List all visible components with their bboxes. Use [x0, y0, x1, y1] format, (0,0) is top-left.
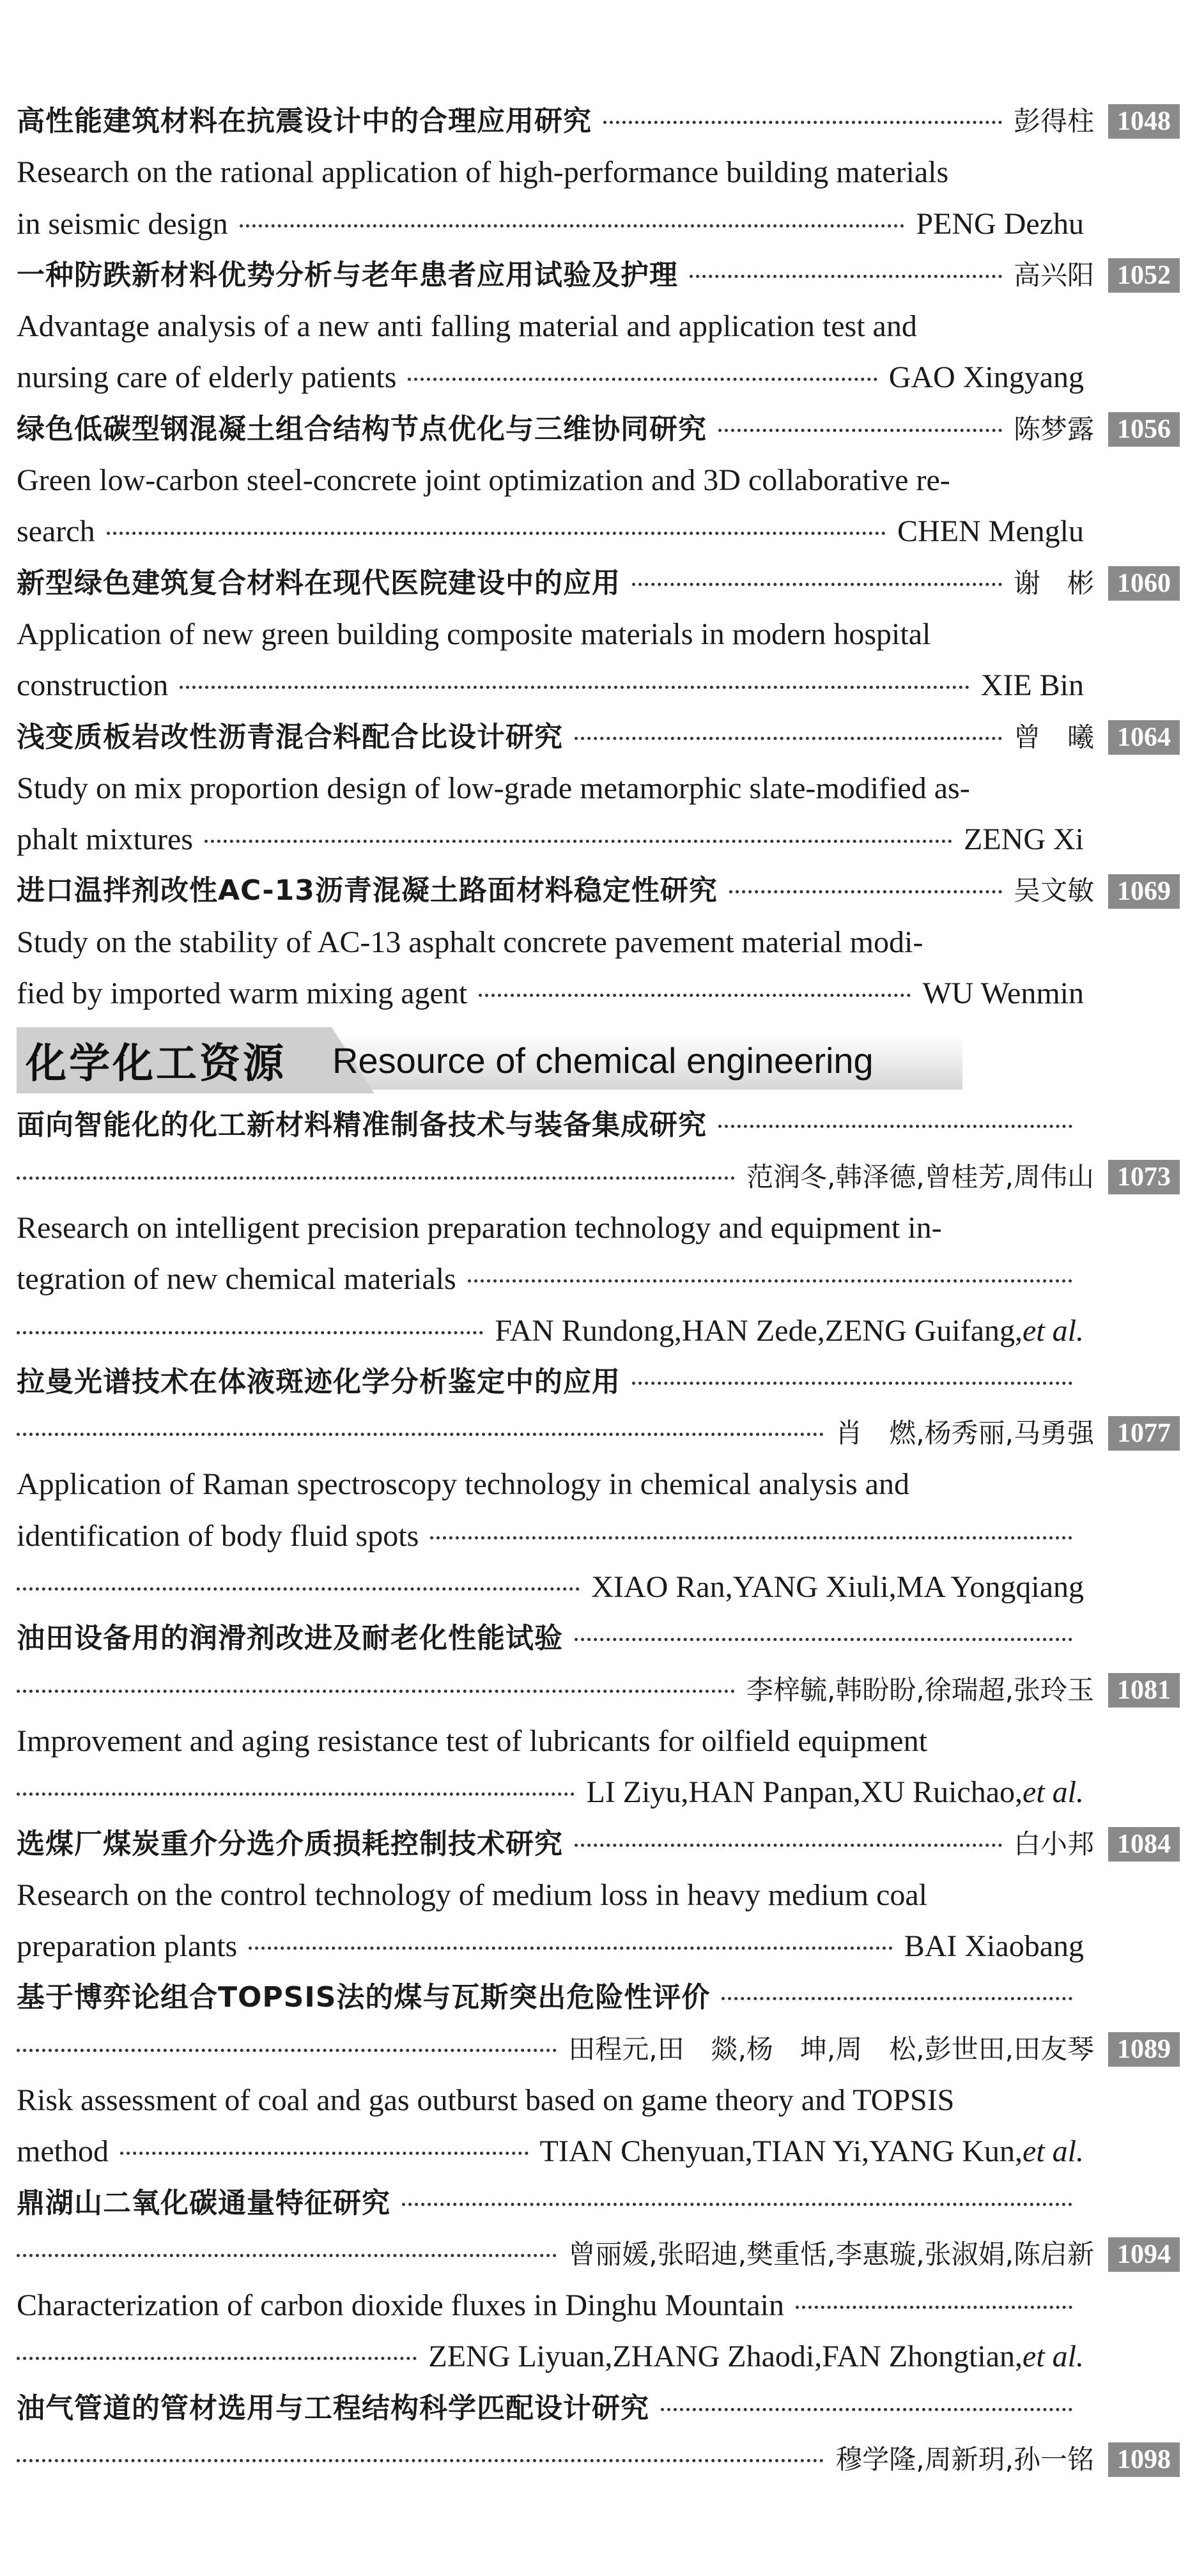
- entry-en-line: [17, 1716, 1180, 1767]
- leader-dots: [17, 2357, 417, 2360]
- entry-en-title: Advantage analysis of a new anti falling material and application test and: [17, 309, 917, 344]
- entry-en-author: XIE Bin: [980, 668, 1084, 703]
- entry-en-line: [17, 199, 1180, 250]
- leader-dots: [17, 1331, 483, 1334]
- entry-en-line: [17, 455, 1180, 506]
- entry-cn-author-line: [17, 2434, 1180, 2485]
- entry-en-line: [17, 2280, 1180, 2331]
- entry-en-author: TIAN Chenyuan,TIAN Yi,YANG Kun,et al.: [539, 2134, 1084, 2169]
- entry-en-title: Application of Raman spectroscopy technology in chemical analysis and: [17, 1467, 909, 1502]
- entry-cn-title: 面向智能化的化工新材料精准制备技术与装备集成研究: [17, 1109, 707, 1142]
- entry-en-line: [17, 352, 1180, 403]
- entry-cn-title: 进口温拌剂改性AC-13沥青混凝土路面材料稳定性研究: [17, 874, 718, 907]
- entry-en-author: FAN Rundong,HAN Zede,ZENG Guifang,et al.: [495, 1313, 1084, 1348]
- leader-dots: [575, 1638, 1072, 1641]
- entry-en-title-cont: identification of body fluid spots: [17, 1518, 419, 1553]
- entry-en-line: [17, 1254, 1180, 1305]
- leader-dots: [205, 840, 952, 843]
- entry-cn-line: [17, 865, 1180, 916]
- entry-cn-title: 基于博弈论组合TOPSIS法的煤与瓦斯突出危险性评价: [17, 1981, 711, 2014]
- leader-dots: [17, 1176, 735, 1180]
- leader-dots: [603, 121, 1002, 124]
- entry-en-author-line: [17, 1767, 1180, 1818]
- leader-dots: [661, 2408, 1072, 2411]
- page-number-badge[interactable]: 1064: [1108, 720, 1180, 755]
- entry-cn-line: [17, 96, 1180, 147]
- entry-cn-line: [17, 1972, 1180, 2023]
- entry-en-line: [17, 301, 1180, 352]
- leader-dots: [17, 1793, 575, 1796]
- entry-cn-line: [17, 1613, 1180, 1664]
- leader-dots: [17, 1433, 824, 1436]
- entry-en-line: [17, 968, 1180, 1019]
- entry-en-title: Characterization of carbon dioxide fluxes in Dinghu Mountain: [17, 2288, 785, 2323]
- entry-en-author: PENG Dezhu: [916, 206, 1084, 241]
- entry-en-line: [17, 1870, 1180, 1921]
- entry-en-author-line: [17, 2331, 1180, 2382]
- leader-dots: [408, 378, 877, 381]
- leader-dots: [632, 583, 1002, 586]
- entry-en-author: ZENG Liyuan,ZHANG Zhaodi,FAN Zhongtian,et al.: [428, 2340, 1084, 2374]
- entry-en-author: WU Wenmin: [922, 976, 1084, 1011]
- entry-en-title-cont: method: [17, 2134, 109, 2169]
- entry-cn-author: 谢 彬: [1013, 567, 1094, 599]
- entry-cn-title: 高性能建筑材料在抗震设计中的合理应用研究: [17, 105, 592, 137]
- entry-cn-author: 白小邦: [1013, 1828, 1094, 1860]
- entry-cn-line: [17, 2383, 1180, 2434]
- entry-en-title: Green low-carbon steel-concrete joint optimization and 3D collaborative re-: [17, 463, 950, 498]
- entry-en-line: [17, 1203, 1180, 1254]
- entry-en-title: Research on the control technology of medium loss in heavy medium coal: [17, 1878, 927, 1912]
- section-title-en: Resource of chemical engineering: [332, 1040, 874, 1081]
- entry-cn-author-line: [17, 1408, 1180, 1459]
- entry-cn-line: [17, 404, 1180, 455]
- leader-dots: [17, 2459, 824, 2462]
- entry-en-title-cont: search: [17, 514, 95, 549]
- entry-en-author: BAI Xiaobang: [904, 1929, 1084, 1964]
- entry-cn-author: 曾丽媛,张昭迪,樊重恬,李惠璇,张淑娟,陈启新: [568, 2238, 1094, 2270]
- leader-dots: [575, 737, 1002, 740]
- entry-cn-author-line: [17, 2229, 1180, 2280]
- page-number-badge[interactable]: 1077: [1108, 1416, 1180, 1451]
- entry-en-title: Research on the rational application of high-performance building materials: [17, 155, 949, 190]
- entry-cn-author: 高兴阳: [1013, 259, 1094, 291]
- entry-en-line: [17, 814, 1180, 865]
- entry-cn-author: 曾 曦: [1013, 721, 1094, 753]
- page-number-badge[interactable]: 1094: [1108, 2237, 1180, 2272]
- entry-cn-title: 浅变质板岩改性沥青混合料配合比设计研究: [17, 720, 563, 753]
- entry-en-title-cont: nursing care of elderly patients: [17, 360, 397, 395]
- entry-cn-author: 彭得柱: [1013, 105, 1094, 137]
- entry-en-author-line: [17, 1562, 1180, 1613]
- entry-cn-author-line: [17, 2024, 1180, 2075]
- page-number-badge[interactable]: 1081: [1108, 1673, 1180, 1708]
- et-al-text: et al.: [1023, 2340, 1084, 2374]
- leader-dots: [249, 1947, 893, 1950]
- leader-dots: [796, 2306, 1072, 2309]
- table-of-contents: [17, 96, 1180, 2485]
- entry-en-title-cont: construction: [17, 668, 169, 703]
- entry-cn-author: 穆学隆,周新玥,孙一铭: [835, 2444, 1094, 2476]
- leader-dots: [17, 2049, 557, 2052]
- section-header: [17, 1024, 1180, 1096]
- page-number-badge[interactable]: 1060: [1108, 566, 1180, 601]
- entry-en-line: [17, 506, 1180, 557]
- entry-cn-author: 肖 燃,杨秀丽,马勇强: [835, 1417, 1094, 1449]
- leader-dots: [718, 429, 1002, 432]
- entry-en-author: GAO Xingyang: [888, 360, 1084, 395]
- entry-en-title-cont: in seismic design: [17, 206, 228, 241]
- entry-cn-author: 吴文敏: [1013, 875, 1094, 907]
- leader-dots: [468, 1279, 1072, 1283]
- et-al-text: et al.: [1023, 1313, 1084, 1348]
- entry-en-title: Application of new green building composite materials in modern hospital: [17, 617, 931, 651]
- entry-cn-title: 油气管道的管材选用与工程结构科学匹配设计研究: [17, 2391, 649, 2425]
- entry-en-line: [17, 763, 1180, 814]
- et-al-text: et al.: [1023, 2134, 1084, 2169]
- entry-en-line: [17, 609, 1180, 660]
- entry-cn-title: 鼎湖山二氧化碳通量特征研究: [17, 2186, 390, 2219]
- entry-en-title: Risk assessment of coal and gas outburst based on game theory and TOPSIS: [17, 2083, 955, 2117]
- leader-dots: [17, 1690, 735, 1693]
- entry-cn-title: 选煤厂煤炭重介分选介质损耗控制技术研究: [17, 1827, 563, 1860]
- leader-dots: [479, 994, 911, 997]
- entry-cn-line: [17, 1357, 1180, 1408]
- entry-cn-line: [17, 558, 1180, 609]
- entry-en-line: [17, 660, 1180, 711]
- page-number-badge[interactable]: 1048: [1108, 104, 1180, 139]
- leader-dots: [722, 1997, 1072, 2000]
- page-number-badge[interactable]: 1069: [1108, 874, 1180, 909]
- entry-en-title-cont: fied by imported warm mixing agent: [17, 976, 468, 1011]
- leader-dots: [729, 890, 1002, 893]
- entry-cn-line: [17, 2178, 1180, 2229]
- entry-en-line: [17, 147, 1180, 198]
- entry-cn-title: 新型绿色建筑复合材料在现代医院建设中的应用: [17, 566, 621, 599]
- entry-cn-author-line: [17, 1152, 1180, 1203]
- leader-dots: [240, 224, 905, 228]
- entry-cn-line: [17, 250, 1180, 301]
- entry-en-line: [17, 2126, 1180, 2177]
- entry-cn-title: 油田设备用的润滑剂改进及耐老化性能试验: [17, 1622, 563, 1655]
- leader-dots: [120, 2152, 529, 2155]
- entry-en-author: XIAO Ran,YANG Xiuli,MA Yongqiang: [591, 1570, 1084, 1605]
- entry-en-line: [17, 1511, 1180, 1562]
- leader-dots: [17, 1587, 580, 1591]
- page-number-badge[interactable]: 1084: [1108, 1827, 1180, 1862]
- page-number-badge[interactable]: 1052: [1108, 258, 1180, 293]
- entry-en-author: LI Ziyu,HAN Panpan,XU Ruichao,et al.: [586, 1775, 1084, 1810]
- page-number-badge[interactable]: 1056: [1108, 412, 1180, 447]
- entry-cn-author: 田程元,田 燚,杨 坤,周 松,彭世田,田友琴: [568, 2033, 1094, 2065]
- entry-cn-line: [17, 712, 1180, 763]
- entry-en-line: [17, 2075, 1180, 2126]
- entry-cn-author-line: [17, 1665, 1180, 1716]
- entry-en-line: [17, 1459, 1180, 1510]
- entry-en-title: Study on the stability of AC-13 asphalt concrete pavement material modi-: [17, 925, 923, 959]
- entry-en-author: CHEN Menglu: [897, 514, 1084, 549]
- page-number-badge[interactable]: 1089: [1108, 2032, 1180, 2067]
- leader-dots: [180, 686, 969, 689]
- entry-en-line: [17, 917, 1180, 968]
- entry-en-title: Study on mix proportion design of low-grade metamorphic slate-modified as-: [17, 771, 970, 805]
- entry-cn-line: [17, 1819, 1180, 1870]
- section-title-cn: 化学化工资源: [26, 1040, 286, 1088]
- leader-dots: [632, 1382, 1072, 1385]
- et-al-text: et al.: [1023, 1775, 1084, 1810]
- entry-en-author: ZENG Xi: [964, 822, 1084, 857]
- leader-dots: [17, 2254, 557, 2257]
- entry-en-title-cont: tegration of new chemical materials: [17, 1262, 456, 1297]
- entry-en-title-cont: preparation plants: [17, 1929, 238, 1964]
- entry-cn-title: 绿色低碳型钢混凝土组合结构节点优化与三维协同研究: [17, 412, 707, 445]
- entry-en-author-line: [17, 1306, 1180, 1357]
- entry-en-line: [17, 1921, 1180, 1972]
- entry-en-title-cont: phalt mixtures: [17, 822, 193, 857]
- page-number-badge[interactable]: 1098: [1108, 2442, 1180, 2477]
- entry-cn-author: 李梓毓,韩盼盼,徐瑞超,张玲玉: [746, 1674, 1094, 1706]
- entry-en-title: Improvement and aging resistance test of lubricants for oilfield equipment: [17, 1724, 927, 1758]
- leader-dots: [107, 532, 886, 535]
- leader-dots: [690, 275, 1002, 278]
- entry-cn-title: 拉曼光谱技术在体液斑迹化学分析鉴定中的应用: [17, 1365, 621, 1398]
- leader-dots: [402, 2203, 1072, 2206]
- page-number-badge[interactable]: 1073: [1108, 1160, 1180, 1194]
- entry-cn-author: 陈梦露: [1013, 413, 1094, 445]
- leader-dots: [430, 1536, 1072, 1539]
- entry-cn-author: 范润冬,韩泽德,曾桂芳,周伟山: [746, 1161, 1094, 1192]
- leader-dots: [575, 1844, 1002, 1847]
- leader-dots: [718, 1125, 1072, 1128]
- entry-cn-line: [17, 1100, 1180, 1151]
- entry-en-title: Research on intelligent precision preparation technology and equipment in-: [17, 1210, 942, 1245]
- entry-cn-title: 一种防跌新材料优势分析与老年患者应用试验及护理: [17, 258, 678, 291]
